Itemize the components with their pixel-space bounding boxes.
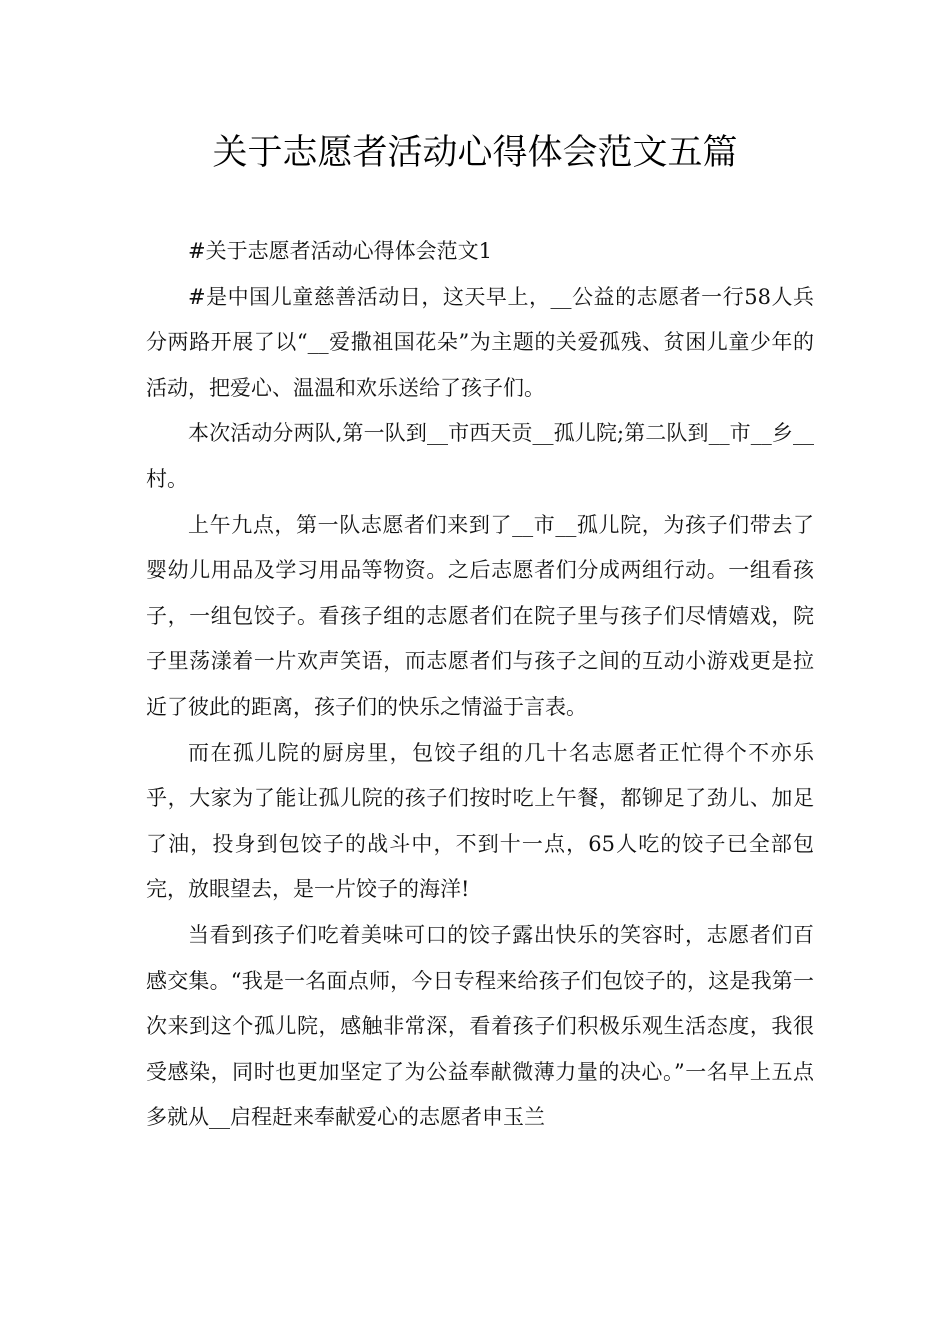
paragraph-subheading: #关于志愿者活动心得体会范文1 [188,239,492,263]
paragraph-4: 而在孤儿院的厨房里，包饺子组的几十名志愿者正忙得个不亦乐乎，大家为了能让孤儿院的孩子们按时吃上午餐，都铆足了劲儿、加足了油，投身到包饺子的战斗中，不到十一点，65人吃的饺子已全部包完，放眼望去，是一片饺子的海洋! [146,740,814,902]
paragraph-3: 上午九点，第一队志愿者们来到了__市__孤儿院，为孩子们带去了婴幼儿用品及学习用品等物资。之后志愿者们分成两组行动。一组看孩子，一组包饺子。看孩子组的志愿者们在院子里与孩子们尽情嬉戏，院子里荡漾着一片欢声笑语，而志愿者们与孩子之间的互动小游戏更是拉近了彼此的距离，孩子们的快乐之情溢于言表。 [146,512,814,719]
paragraph-1: #是中国儿童慈善活动日，这天早上，__公益的志愿者一行58人兵分两路开展了以“__爱撒祖国花朵”为主题的关爱孤残、贫困儿童少年的活动，把爱心、温温和欢乐送给了孩子们。 [146,284,814,400]
document-title: 关于志愿者活动心得体会范文五篇 [212,133,738,173]
document-body [146,229,814,1141]
paragraph-2: 本次活动分两队,第一队到__市西天贡__孤儿院;第二队到__市__乡__村。 [146,421,814,491]
paragraph-5: 当看到孩子们吃着美味可口的饺子露出快乐的笑容时，志愿者们百感交集。“我是一名面点师，今日专程来给孩子们包饺子的，这是我第一次来到这个孤儿院，感触非常深，看着孩子们积极乐观生活态度，我很受感染，同时也更加坚定了为公益奉献微薄力量的决心。”一名早上五点多就从__启程赶来奉献爱心的志愿者申玉兰 [146,922,814,1130]
